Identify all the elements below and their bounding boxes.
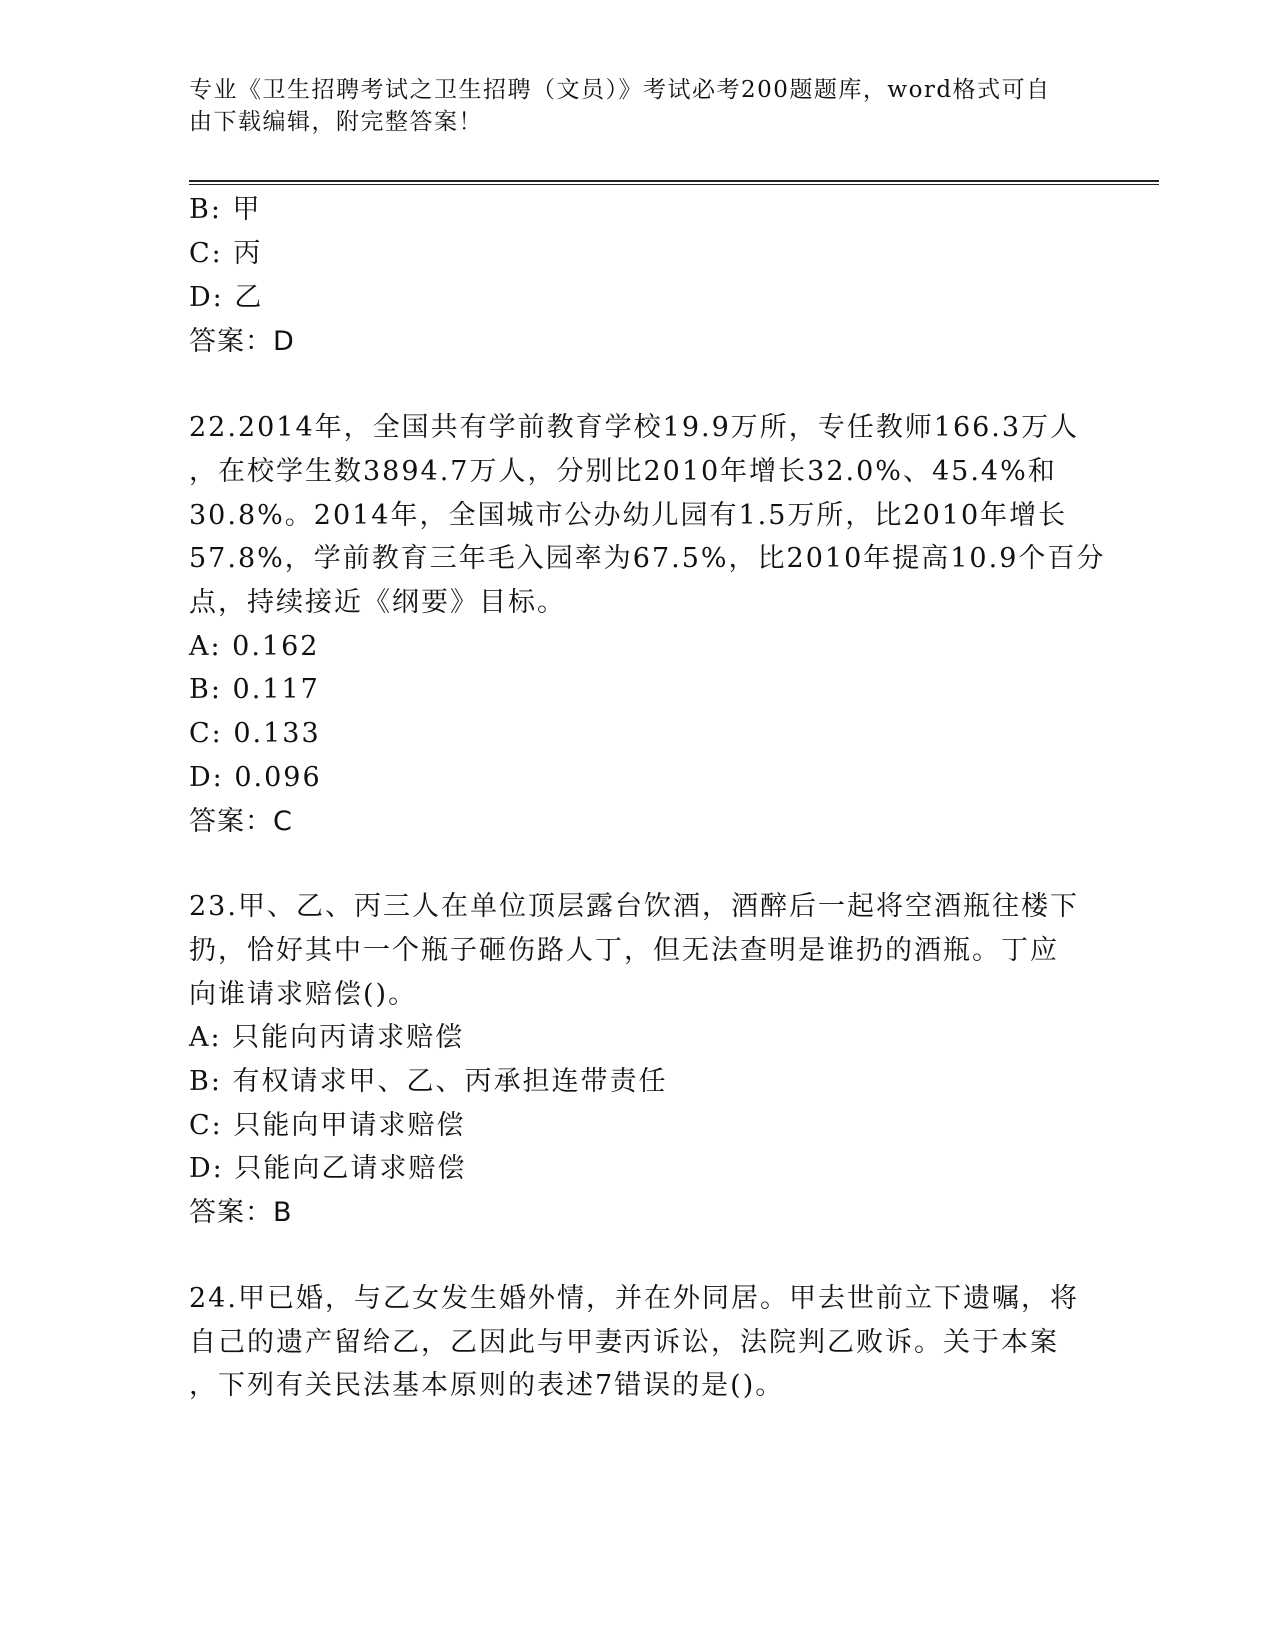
q23-option-b: B: 有权请求甲、乙、丙承担连带责任 <box>189 1066 668 1097</box>
q21-option-c: C: 丙 <box>189 238 263 269</box>
q22-option-a: A: 0.162 <box>189 631 320 662</box>
q24-text-line-2: 自己的遗产留给乙，乙因此与甲妻丙诉讼，法院判乙败诉。关于本案 <box>189 1327 1059 1358</box>
q23-option-a: A: 只能向丙请求赔偿 <box>189 1022 465 1053</box>
q23-option-d: D: 只能向乙请求赔偿 <box>189 1153 467 1184</box>
q22-option-c: C: 0.133 <box>189 718 321 749</box>
q22-text-line-2: ，在校学生数3894.7万人，分别比2010年增长32.0%、45.4%和 <box>189 456 1057 487</box>
header-line-2: 由下载编辑，附完整答案！ <box>189 109 483 135</box>
q22-text-line-5: 点，持续接近《纲要》目标。 <box>189 587 566 618</box>
q22-option-d: D: 0.096 <box>189 762 322 793</box>
q22-answer: 答案：C <box>189 806 293 837</box>
q24-text-line-1: 24.甲已婚，与乙女发生婚外情，并在外同居。甲去世前立下遗嘱，将 <box>189 1283 1079 1314</box>
q22-text-line-3: 30.8%。2014年，全国城市公办幼儿园有1.5万所，比2010年增长 <box>189 500 1068 531</box>
q22-text-line-1: 22.2014年，全国共有学前教育学校19.9万所，专任教师166.3万人 <box>189 412 1080 443</box>
q23-option-c: C: 只能向甲请求赔偿 <box>189 1110 466 1141</box>
q22-option-b: B: 0.117 <box>189 674 320 705</box>
q21-answer: 答案：D <box>189 326 295 357</box>
q23-text-line-2: 扔，恰好其中一个瓶子砸伤路人丁，但无法查明是谁扔的酒瓶。丁应 <box>189 935 1059 966</box>
header-rule-thin <box>189 184 1159 185</box>
header-line-1: 专业《卫生招聘考试之卫生招聘（文员）》考试必考200题题库，word格式可自 <box>189 77 1051 103</box>
q22-text-line-4: 57.8%，学前教育三年毛入园率为67.5%，比2010年提高10.9个百分 <box>189 543 1106 574</box>
q23-text-line-1: 23.甲、乙、丙三人在单位顶层露台饮酒，酒醉后一起将空酒瓶往楼下 <box>189 891 1079 922</box>
q23-text-line-3: 向谁请求赔偿()。 <box>189 979 418 1010</box>
q23-answer: 答案：B <box>189 1197 293 1228</box>
q24-text-line-3: ，下列有关民法基本原则的表述7错误的是()。 <box>189 1370 785 1401</box>
document-header <box>189 74 1069 138</box>
q21-option-d: D: 乙 <box>189 282 264 313</box>
header-rule-thick <box>189 180 1159 182</box>
q21-option-b: B: 甲 <box>189 194 262 225</box>
